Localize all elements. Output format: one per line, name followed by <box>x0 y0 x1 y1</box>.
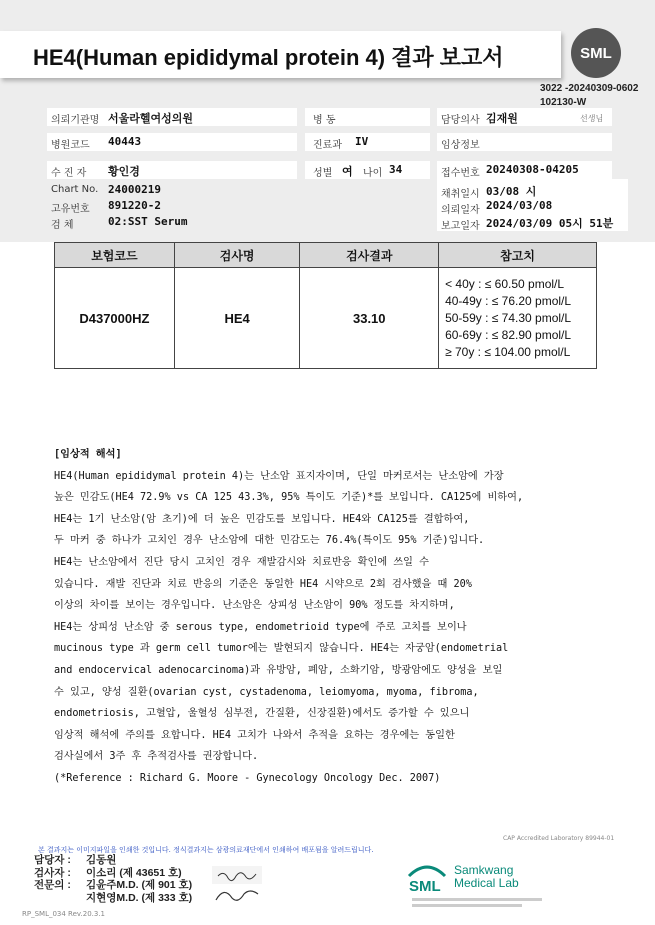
report-title: HE4(Human epididymal protein 4) 결과 보고서 <box>33 45 504 70</box>
insurance-code: D437000HZ <box>55 268 175 369</box>
age-value: 34 <box>389 163 403 176</box>
header-insurance-code: 보험코드 <box>55 243 175 268</box>
signature-image <box>212 866 264 906</box>
reference-range: < 40y : ≤ 60.50 pmol/L <box>445 276 565 291</box>
reference-range: 60-69y : ≤ 82.90 pmol/L <box>445 327 572 342</box>
interpretation-line: 있습니다. 재발 진단과 치료 반응의 기준은 동일한 HE4 시약으로 2회 검사했을 때 20% <box>54 578 472 590</box>
id-value: 891220-2 <box>108 199 161 212</box>
doctor-suffix: 선생님 <box>580 114 604 123</box>
reference-range: 50-59y : ≤ 74.30 pmol/L <box>445 310 572 325</box>
svg-text:SML: SML <box>409 878 441 894</box>
reference-citation: (*Reference : Richard G. Moore - Gynecology Oncology Dec. 2007) <box>54 772 441 784</box>
test-result: 33.10 <box>300 268 439 369</box>
results-table <box>54 242 597 369</box>
interpretation-line: HE4(Human epididymal protein 4)는 난소암 표지자이며, 단일 마커로서는 난소암에 가장 <box>54 470 504 482</box>
test-name: HE4 <box>174 268 300 369</box>
collect-label: 채취일시 <box>441 189 480 200</box>
header-reference: 참고치 <box>439 243 597 268</box>
chart-label: Chart No. <box>51 184 99 195</box>
specimen-value: 02:SST Serum <box>108 215 188 228</box>
signer-row: 전문의 : 김윤주M.D. (제 901 호) <box>34 879 193 891</box>
interpretation-line: 임상적 해석에 주의를 요합니다. HE4 고치가 나와서 추적을 요하는 경우에는 동일한 <box>54 729 455 741</box>
hospital-code-value: 40443 <box>108 135 142 148</box>
dept-value: IV <box>355 135 369 148</box>
print-notice: 본 결과지는 이미지파일을 인쇄한 것입니다. 정식결과지는 삼광의료재단에서 인쇄하여 배포됨을 알려드립니다. <box>38 846 374 854</box>
interpretation-line: HE4는 1기 난소암(암 초기)에 더 높은 민감도를 보입니다. HE4와 CA125를 결합하여, <box>54 513 470 525</box>
sml-lab-logo-icon <box>405 858 449 894</box>
receipt-label: 접수번호 <box>441 168 480 179</box>
interpretation-line: 두 마커 중 하나가 고치인 경우 난소암에 대한 민감도는 76.4%(특이도 95% 기준)입니다. <box>54 535 485 547</box>
report-date-label: 보고일자 <box>441 221 480 232</box>
specimen-label: 검 체 <box>51 220 74 231</box>
clinical-label: 임상정보 <box>441 140 480 151</box>
interpretation-line: 검사실에서 3주 후 추적검사를 권장합니다. <box>54 751 259 763</box>
footer-rule <box>20 834 580 837</box>
signer-row: 검사자 : 이소리 (제 43651 호) <box>34 866 182 879</box>
ward-label: 병 동 <box>313 115 336 126</box>
interpretation-line: and endocervical adenocarcinoma)과 유방암, 폐암, 소화기암, 방광암에도 양성을 보일 <box>54 664 503 676</box>
lab-address-block <box>412 896 542 910</box>
results-header-row <box>55 243 597 268</box>
request-value: 2024/03/08 <box>486 199 553 212</box>
age-label: 나이 <box>363 168 383 179</box>
interpretation-line: mucinous type 과 germ cell tumor에는 발현되지 않습니다. HE4는 자궁암(endometrial <box>54 643 509 655</box>
report-date-value: 2024/03/09 05시 51분 <box>486 217 614 230</box>
reference-range: ≥ 70y : ≤ 104.00 pmol/L <box>445 344 571 359</box>
lab-name: Samkwang Medical Lab <box>454 863 519 890</box>
signers <box>34 854 224 904</box>
interpretation-line: HE4는 난소암에서 진단 당시 고치인 경우 재발감시와 치료반응 확인에 쓰일 수 <box>54 556 429 568</box>
interpretation-line: HE4는 상피성 난소암 중 serous type, endometrioid type에 주로 고치를 보이나 <box>54 621 467 633</box>
header-test-name: 검사명 <box>174 243 300 268</box>
cap-note: CAP Accredited Laboratory 89944-01 <box>503 835 615 842</box>
id-label: 고유번호 <box>51 204 90 215</box>
form-number: RP_SML_034 Rev.20.3.1 <box>22 910 105 918</box>
hospital-code-label: 병원코드 <box>51 140 90 151</box>
reference-range: 40-49y : ≤ 76.20 pmol/L <box>445 293 572 308</box>
patient-label: 수 진 자 <box>51 168 87 179</box>
sml-logo: SML <box>571 28 621 78</box>
chart-value: 24000219 <box>108 183 161 196</box>
interpretation-line: 높은 민감도(HE4 72.9% vs CA 125 43.3%, 95% 특이도 기준)*를 보입니다. CA125에 비하여, <box>54 492 524 504</box>
header-test-result: 검사결과 <box>300 243 439 268</box>
doctor-value: 김재원 <box>486 112 518 125</box>
institution-label: 의뢰기관명 <box>51 115 100 126</box>
doctor-label: 담당의사 <box>441 115 480 126</box>
interpretation-line: 수 있고, 양성 질환(ovarian cyst, cystadenoma, leiomyoma, myoma, fibroma, <box>54 686 479 698</box>
dept-label: 진료과 <box>313 140 342 151</box>
document-number: 3022 -20240309-0602 102130-W <box>540 83 639 108</box>
table-row <box>55 268 597 369</box>
institution-value: 서울라헬여성의원 <box>108 112 194 125</box>
patient-value: 황인경 <box>108 165 140 178</box>
sex-label: 성별 <box>313 168 333 179</box>
interpretation-heading: [임상적 해석] <box>54 449 122 460</box>
interpretation-line: endometriosis, 고혈압, 울혈성 심부전, 간질환, 신장질환)에서도 증가할 수 있으니 <box>54 708 470 720</box>
interpretation-line: 이상의 차이를 보이는 경우입니다. 난소암은 상피성 난소암이 90% 정도를 차지하며, <box>54 600 455 612</box>
request-label: 의뢰일자 <box>441 205 480 216</box>
clinical-interpretation <box>54 444 574 790</box>
signer-row: 담당자 : 김동원 <box>34 854 117 866</box>
receipt-value: 20240308-04205 <box>486 163 579 176</box>
signer-row: 지현영M.D. (제 333 호) <box>86 891 193 904</box>
reference-ranges <box>439 268 597 369</box>
collect-value: 03/08 시 <box>486 185 537 198</box>
sex-value: 여 <box>342 165 353 178</box>
